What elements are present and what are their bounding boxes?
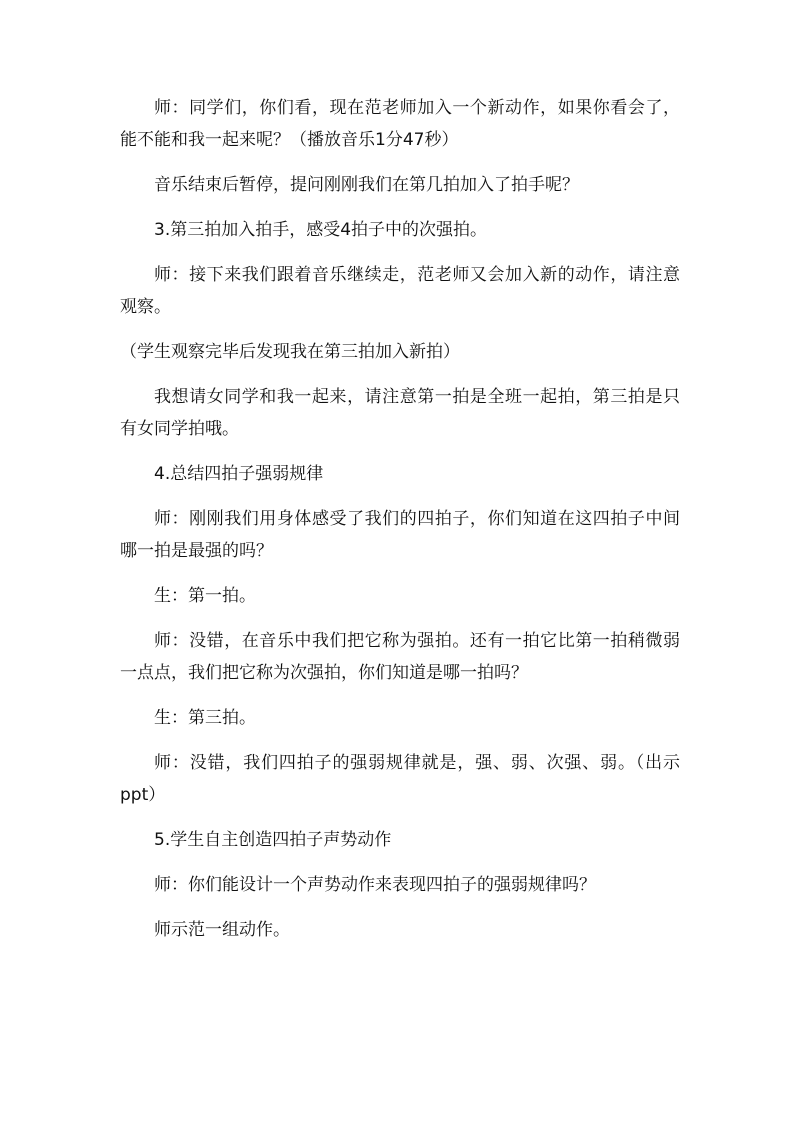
paragraph-teacher-pattern-summary: 师：没错，我们四拍子的强弱规律就是，强、弱、次强、弱。（出示ppt）	[120, 753, 680, 805]
section-heading-5: 5.学生自主创造四拍子声势动作	[154, 830, 392, 850]
paragraph-teacher-design-question: 师：你们能设计一个声势动作来表现四拍子的强弱规律吗？	[154, 875, 596, 895]
paragraph-teacher-demo: 师示范一组动作。	[154, 920, 290, 940]
paragraph-student-answer-first: 生：第一拍。	[154, 586, 256, 606]
document-body	[120, 92, 680, 959]
paragraph-teacher-observe: 师：接下来我们跟着音乐继续走，范老师又会加入新的动作，请注意观察。	[120, 265, 680, 317]
paragraph-teacher-strong-beat: 师：没错，在音乐中我们把它称为强拍。还有一拍它比第一拍稍微弱一点点，我们把它称为次强拍，你们知道是哪一拍吗？	[120, 631, 680, 683]
paragraph-student-answer-third: 生：第三拍。	[154, 708, 256, 728]
section-heading-4: 4.总结四拍子强弱规律	[154, 464, 324, 484]
paragraph-student-observation-note: （学生观察完毕后发现我在第三拍加入新拍）	[120, 342, 460, 362]
section-heading-3: 3.第三拍加入拍手，感受4拍子中的次强拍。	[154, 220, 488, 240]
paragraph-teacher-strongest-beat-question: 师：刚刚我们用身体感受了我们的四拍子，你们知道在这四拍子中间哪一拍是最强的吗？	[120, 509, 680, 561]
paragraph-music-pause-question: 音乐结束后暂停，提问刚刚我们在第几拍加入了拍手呢？	[154, 175, 579, 195]
paragraph-girls-join: 我想请女同学和我一起来，请注意第一拍是全班一起拍，第三拍是只有女同学拍哦。	[120, 387, 680, 439]
paragraph-teacher-new-action: 师：同学们，你们看，现在范老师加入一个新动作，如果你看会了，能不能和我一起来呢？（播放音乐1分47秒）	[120, 98, 680, 150]
